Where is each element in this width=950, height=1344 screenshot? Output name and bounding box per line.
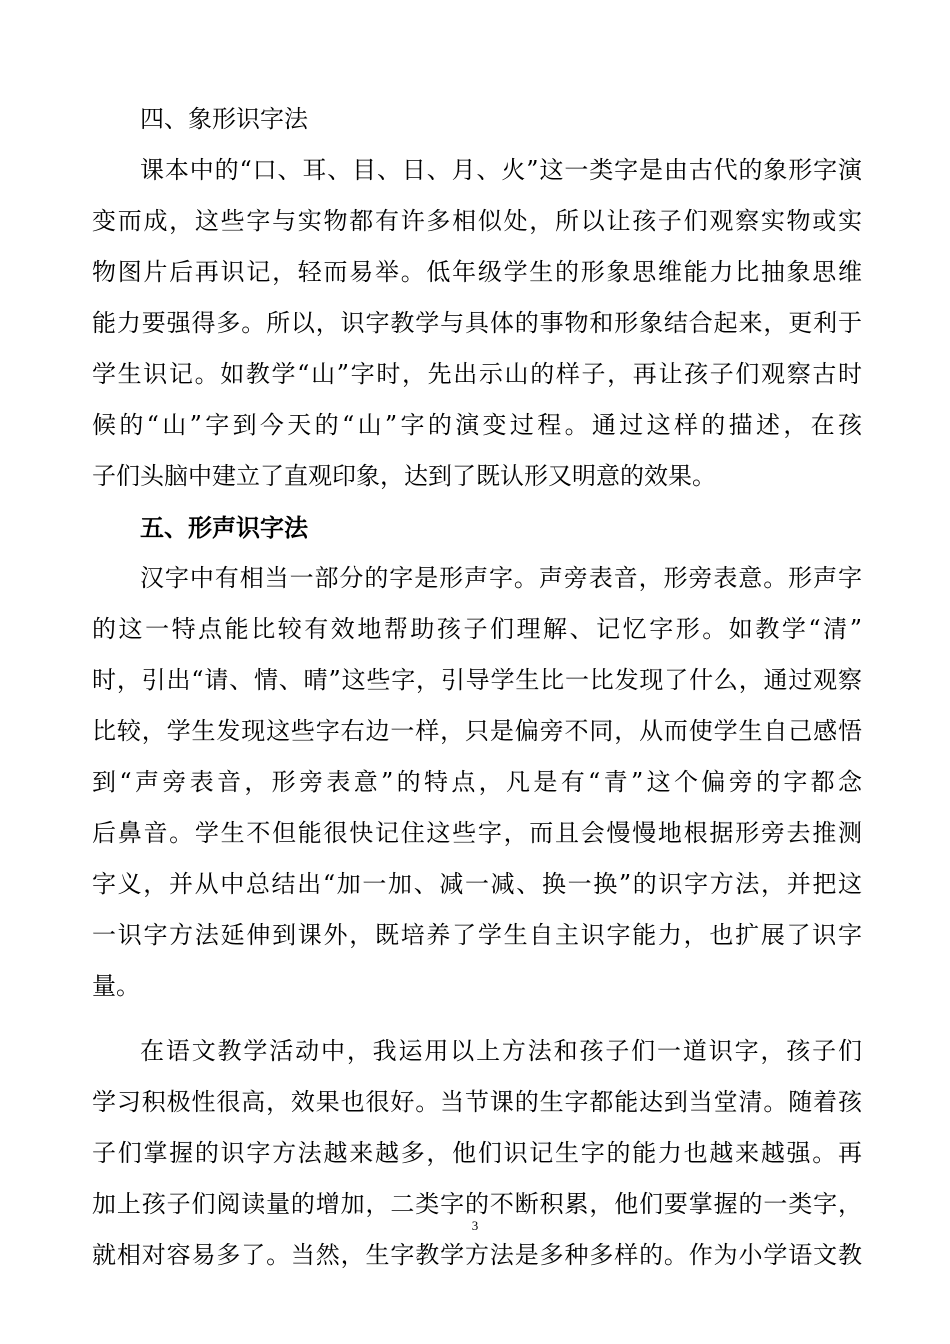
paragraph-pictographic bbox=[92, 145, 862, 502]
paragraph-spacer bbox=[92, 1012, 862, 1026]
section-heading-pictographic: 四、象形识字法 bbox=[140, 105, 308, 133]
paragraph-line: 字义，并从中总结出“加一加、减一减、换一换”的识字方法，并把这 bbox=[92, 870, 862, 898]
paragraph-line: 课本中的“口、耳、目、日、月、火”这一类字是由古代的象形字演 bbox=[140, 156, 862, 184]
paragraph-closing bbox=[92, 1026, 862, 1281]
section-heading-phonetic: 五、形声识字法 bbox=[140, 513, 308, 542]
paragraph-line: 时，引出“请、情、晴”这些字，引导学生比一比发现了什么，通过观察 bbox=[92, 666, 862, 694]
document-page bbox=[92, 94, 862, 1281]
paragraph-line: 汉字中有相当一部分的字是形声字。声旁表音，形旁表意。形声字 bbox=[140, 564, 862, 592]
paragraph-line: 到“声旁表音，形旁表意”的特点，凡是有“青”这个偏旁的字都念 bbox=[92, 768, 862, 796]
paragraph-line: 物图片后再识记，轻而易举。低年级学生的形象思维能力比抽象思维 bbox=[92, 258, 862, 286]
paragraph-phonetic bbox=[92, 553, 862, 1012]
paragraph-line: 比较，学生发现这些字右边一样，只是偏旁不同，从而使学生自己感悟 bbox=[92, 717, 862, 745]
paragraph-line: 在语文教学活动中，我运用以上方法和孩子们一道识字，孩子们 bbox=[140, 1037, 862, 1065]
paragraph-line: 一识字方法延伸到课外，既培养了学生自主识字能力，也扩展了识字 bbox=[92, 921, 862, 949]
paragraph-line: 量。 bbox=[92, 972, 140, 1000]
paragraph-line: 变而成，这些字与实物都有许多相似处，所以让孩子们观察实物或实 bbox=[92, 207, 862, 235]
paragraph-line: 加上孩子们阅读量的增加，二类字的不断积累，他们要掌握的一类字， bbox=[92, 1190, 862, 1218]
page-number: 3 bbox=[471, 1218, 479, 1233]
paragraph-line: 就相对容易多了。当然，生字教学方法是多种多样的。作为小学语文教 bbox=[92, 1241, 862, 1269]
paragraph-line: 能力要强得多。所以，识字教学与具体的事物和形象结合起来，更利于 bbox=[92, 309, 862, 337]
paragraph-line: 学习积极性很高，效果也很好。当节课的生字都能达到当堂清。随着孩 bbox=[92, 1088, 862, 1116]
paragraph-line: 子们掌握的识字方法越来越多，他们识记生字的能力也越来越强。再 bbox=[92, 1139, 862, 1167]
paragraph-line: 的这一特点能比较有效地帮助孩子们理解、记忆字形。如教学“清” bbox=[92, 615, 862, 643]
paragraph-line: 学生识记。如教学“山”字时，先出示山的样子，再让孩子们观察古时 bbox=[92, 360, 862, 388]
paragraph-line: 后鼻音。学生不但能很快记住这些字，而且会慢慢地根据形旁去推测 bbox=[92, 819, 862, 847]
paragraph-line: 子们头脑中建立了直观印象，达到了既认形又明意的效果。 bbox=[92, 462, 716, 490]
paragraph-line: 候的“山”字到今天的“山”字的演变过程。通过这样的描述，在孩 bbox=[92, 411, 862, 439]
